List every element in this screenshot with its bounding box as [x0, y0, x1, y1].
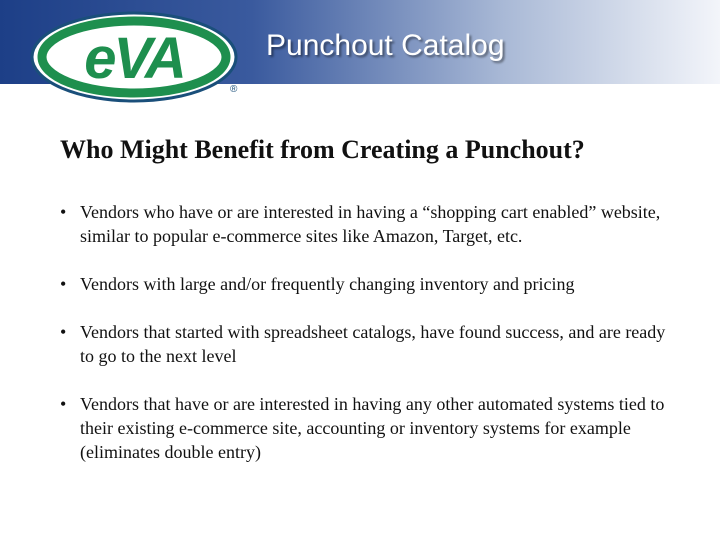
- list-item: • Vendors with large and/or frequently changing inventory and pricing: [58, 272, 678, 296]
- logo-wordmark: eVA: [84, 26, 184, 91]
- slide-heading: Who Might Benefit from Creating a Punchout?: [60, 135, 585, 164]
- list-item: • Vendors that have or are interested in having any other automated systems tied to their existing e-commerce site, accounting or inventory systems for example (eliminates double entry): [58, 392, 678, 464]
- page-title: Punchout Catalog: [266, 29, 505, 62]
- list-item: • Vendors that started with spreadsheet catalogs, have found success, and are ready to go to the next level: [58, 320, 678, 368]
- eva-logo: [28, 10, 250, 108]
- registered-mark: ®: [230, 84, 238, 95]
- benefit-list: [58, 200, 678, 488]
- list-item: • Vendors who have or are interested in having a “shopping cart enabled” website, similar to popular e-commerce sites like Amazon, Target, etc.: [58, 200, 678, 248]
